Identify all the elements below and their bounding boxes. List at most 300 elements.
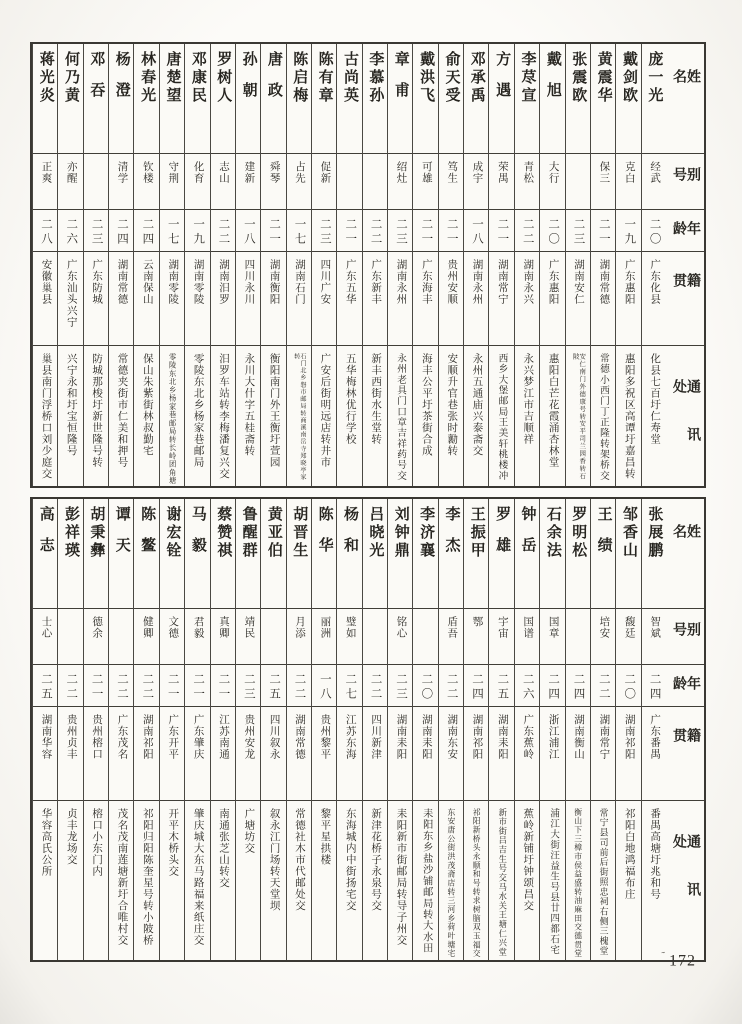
person-alias: 绍灶 [395,161,407,184]
person-age: 二二 [65,673,78,702]
person-column [311,499,336,960]
person-alias-cell [642,154,666,210]
person-alias: 真卿 [217,616,229,639]
person-name-cell [439,44,463,154]
person-column [311,44,336,486]
person-age-cell [413,210,437,252]
person-address: 耒阳东乡盐沙铺邮局转大水田 [420,808,432,954]
person-native-place-cell [160,252,184,346]
person-name-cell [185,499,209,609]
person-alias-cell [211,154,235,210]
person-column [514,499,539,960]
person-native-place: 广东汕头兴宁 [65,259,77,328]
person-name-cell [58,499,82,609]
person-name: 陈华 [316,506,333,568]
person-native-place-cell [185,707,209,801]
person-address: 南通张芝山转交 [217,808,229,889]
person-native-place-cell [185,252,209,346]
person-name-cell [109,499,133,609]
person-column [133,499,158,960]
person-alias-cell [515,154,539,210]
person-alias-cell [287,154,311,210]
person-address: 茂名茂南莲塘新圩合唯村交 [116,808,128,946]
person-alias-cell [58,609,82,665]
header-address-label: 通讯处 [671,379,700,475]
person-native-place-cell [211,707,235,801]
person-name: 李济襄 [418,506,435,560]
person-native-place-cell [109,707,133,801]
person-native-place-cell [33,707,57,801]
person-alias: 建新 [243,161,255,184]
person-name: 杨和 [342,506,358,568]
header-column-bottom [666,499,704,960]
person-address: 常德小西门丁正隆转架桥交 [597,353,609,482]
person-address: 巢县南门浮桥口刘少庭交 [40,353,52,480]
person-address-cell [84,346,108,486]
person-name-cell [515,499,539,609]
person-name: 罗树人 [215,51,232,105]
person-age-cell [287,210,311,252]
person-address: 兴宁永和圩宝恒隆号 [65,353,77,457]
person-alias: 经武 [649,161,661,184]
header-age-label: 年龄 [671,221,700,237]
person-age-cell [566,210,590,252]
person-address: 常宁县司前后街照忠祠右侧三槐堂 [598,808,609,957]
person-column [438,499,463,960]
person-alias-cell [591,154,615,210]
person-age: 二四 [547,673,560,702]
person-age-cell [33,665,57,707]
person-alias: 士心 [40,616,52,639]
person-native-place-cell [464,707,488,801]
person-address-cell [540,801,564,960]
person-name-cell [211,44,235,154]
person-native-place-cell [591,707,615,801]
person-age: 二三 [318,218,331,247]
person-name: 钟岳 [519,506,536,568]
person-age-cell [642,210,666,252]
person-address: 祁阳新桥头永顺和号转求树脑双玉福交 [472,808,482,959]
person-native-place-cell [515,707,539,801]
header-address-cell [666,346,704,486]
person-native-place: 广东番禺 [649,714,661,760]
person-alias-cell [312,609,336,665]
person-alias-cell [439,154,463,210]
person-address-cell [261,346,285,486]
person-native-place-cell [591,252,615,346]
person-name-cell [464,499,488,609]
person-native-place: 广东茂名 [116,714,128,760]
person-alias: 鄂 [471,616,483,628]
person-address-cell [261,801,285,960]
person-column [438,44,463,486]
person-native-place-cell [566,707,590,801]
person-address-cell [515,346,539,486]
person-name-cell [312,499,336,609]
person-name-cell [616,499,640,609]
person-column [488,44,513,486]
person-address: 惠阳多祝区高谭圩嘉昌转 [623,353,635,480]
person-address: 保山朱紫街林叔勤宅 [141,353,153,457]
person-column [590,499,615,960]
person-name-cell [642,499,666,609]
person-alias: 成宇 [471,161,483,184]
person-name-cell [388,44,412,154]
person-address: 黎平星拱楼 [319,808,331,866]
person-name: 李慕孙 [367,51,384,105]
person-address: 防城那梭圩新世隆号转 [91,353,103,468]
header-name-label: 姓名 [671,69,700,113]
person-alias: 促新 [319,161,331,184]
person-name-cell [413,44,437,154]
person-alias-cell [134,609,158,665]
person-alias-cell [160,609,184,665]
person-name-cell [413,499,437,609]
person-column [514,44,539,486]
person-age: 二三 [90,218,103,247]
person-column [83,499,108,960]
person-name: 吕晓光 [367,506,384,560]
person-alias: 君毅 [192,616,204,639]
person-address: 化县七百圩仁寿堂 [649,353,661,445]
person-address-cell [312,801,336,960]
person-address: 海丰公平圩茶街合成 [420,353,432,457]
person-native-place: 广东肇庆 [192,714,204,760]
person-name: 戴洪飞 [418,51,435,105]
person-age: 二二 [369,673,382,702]
person-native-place: 四川广安 [319,259,331,305]
person-name-cell [160,44,184,154]
person-age-cell [439,210,463,252]
person-address-cell [211,801,235,960]
header-age-cell [666,210,704,252]
person-address-cell [58,801,82,960]
person-address: 永州五通庙兴泰斋交 [471,353,483,457]
person-column [539,44,564,486]
person-age: 二三 [572,218,585,247]
person-column [362,44,387,486]
person-alias: 克白 [623,161,635,184]
person-native-place-cell [84,707,108,801]
header-column-top [666,44,704,486]
person-native-place: 贵州黎平 [319,714,331,760]
person-alias: 亦醒 [65,161,77,184]
person-alias-cell [489,609,513,665]
person-age-cell [287,665,311,707]
person-address-cell [236,801,260,960]
header-native-place-label: 籍贯 [671,273,700,313]
person-name: 罗雄 [494,506,511,568]
person-age: 一九 [623,218,636,247]
person-alias-cell [616,609,640,665]
person-address-cell [413,346,437,486]
person-address-cell [642,801,666,960]
person-alias: 璧如 [344,616,356,639]
person-age: 二一 [192,673,205,702]
person-native-place: 广东新丰 [370,259,382,305]
person-name: 蔡赞祺 [215,506,232,560]
person-address-cell [109,801,133,960]
person-address-cell [591,346,615,486]
person-age-cell [616,210,640,252]
person-column [235,44,260,486]
person-alias-cell [489,154,513,210]
person-address-cell [185,346,209,486]
person-name: 张震欧 [570,51,587,105]
header-age-label: 年龄 [671,676,700,692]
person-alias: 国章 [547,616,559,639]
person-alias: 德余 [91,616,103,639]
person-name: 马毅 [189,506,206,568]
person-alias: 志山 [217,161,229,184]
person-address: 永川大什字五桂斋转 [243,353,255,457]
person-age-cell [337,665,361,707]
person-column [108,499,133,960]
person-age: 二四 [572,673,585,702]
person-column [539,499,564,960]
person-name: 方遇 [494,51,511,113]
person-column [159,499,184,960]
person-age: 一七 [166,218,179,247]
person-address: 番禺高塘圩兆和号 [649,808,661,900]
person-column [83,44,108,486]
person-age: 二〇 [420,673,433,702]
person-native-place-cell [515,252,539,346]
person-native-place-cell [388,252,412,346]
person-age: 一八 [318,673,331,702]
person-name-cell [287,44,311,154]
person-age-cell [109,210,133,252]
person-address: 东海城内中街扬宅交 [344,808,356,912]
person-alias-cell [616,154,640,210]
person-age: 一八 [471,218,484,247]
person-column [57,499,82,960]
person-alias-cell [261,609,285,665]
person-age-cell [363,210,387,252]
person-native-place: 湖南汨罗 [217,259,229,305]
person-address: 衡山下三樟市侯益盛转油麻田交德贯堂 [573,808,583,959]
header-alias-label: 别号 [671,622,700,645]
person-age-cell [388,210,412,252]
person-age: 一九 [192,218,205,247]
person-address: 衡阳南门外王衡圩萱园 [268,353,280,468]
person-alias: 文德 [167,616,179,639]
person-native-place: 湖南常宁 [496,259,508,305]
person-address: 安仁南门外德康号转安平司兰园香转石陂 [571,353,586,480]
header-address-cell [666,801,704,960]
person-alias-cell [464,609,488,665]
person-alias: 铭心 [395,616,407,639]
person-address: 汨罗车站转李梅潘复兴交 [217,353,229,480]
person-alias-cell [566,154,590,210]
person-alias-cell [185,609,209,665]
person-name-cell [33,44,57,154]
person-age: 二五 [268,673,281,702]
person-native-place-cell [84,252,108,346]
person-name-cell [261,499,285,609]
person-alias: 国谱 [522,616,534,639]
person-name: 陈有章 [316,51,333,105]
person-address-cell [109,346,133,486]
person-alias-cell [109,609,133,665]
person-native-place-cell [337,252,361,346]
person-alias-cell [363,609,387,665]
person-name-cell [540,499,564,609]
person-column [463,499,488,960]
person-native-place: 湖南常德 [294,714,306,760]
person-native-place-cell [616,252,640,346]
person-age: 二一 [496,218,509,247]
person-native-place: 湖南永州 [395,259,407,305]
person-name: 杨澄 [113,51,130,113]
person-column [32,44,57,486]
person-name: 刘钟鼎 [392,506,409,560]
person-name-cell [363,44,387,154]
person-age-cell [160,665,184,707]
person-native-place: 安徽巢县 [40,259,52,305]
person-name-cell [84,44,108,154]
person-age: 二二 [369,218,382,247]
person-name-cell [540,44,564,154]
person-name-cell [109,44,133,154]
person-name-cell [33,499,57,609]
person-address-cell [185,801,209,960]
person-address-cell [287,801,311,960]
person-address-cell [566,346,590,486]
person-alias-cell [439,609,463,665]
person-native-place-cell [363,707,387,801]
person-native-place: 广东海丰 [420,259,432,305]
person-alias-cell [160,154,184,210]
person-age: 二五 [39,673,52,702]
person-age: 二一 [445,218,458,247]
person-name: 陈启梅 [291,51,308,105]
person-name: 李杰 [443,506,460,568]
person-alias: 月添 [294,616,306,639]
person-native-place-cell [489,252,513,346]
person-name: 陈鳌 [139,506,156,568]
person-age: 二一 [217,673,230,702]
person-alias-cell [337,154,361,210]
person-native-place: 湖南衡山 [572,714,584,760]
person-address-cell [413,801,437,960]
person-name: 胡晋生 [291,506,308,560]
person-age-cell [515,210,539,252]
person-age-cell [185,210,209,252]
person-age-cell [363,665,387,707]
person-column [235,499,260,960]
person-native-place-cell [439,707,463,801]
person-age-cell [160,210,184,252]
person-native-place-cell [33,252,57,346]
person-column [565,44,590,486]
person-native-place: 江苏东海 [344,714,356,760]
person-age-cell [515,665,539,707]
person-name-cell [287,499,311,609]
person-address: 常德夹街市仁美和押号 [116,353,128,468]
person-address-cell [84,801,108,960]
person-native-place-cell [413,707,437,801]
person-native-place: 贵州安顺 [446,259,458,305]
person-native-place: 湖南常宁 [598,714,610,760]
person-alias-cell [84,609,108,665]
header-age-cell [666,665,704,707]
directory-table-bottom [30,497,706,962]
person-name-cell [84,499,108,609]
person-native-place: 湖南耒阳 [420,714,432,760]
person-column [210,44,235,486]
person-column [641,499,666,960]
person-address: 开平木桥头交 [167,808,179,877]
person-native-place: 湖南零陵 [192,259,204,305]
person-age-cell [566,665,590,707]
person-age-cell [84,665,108,707]
header-name-cell [666,44,704,154]
person-name-cell [363,499,387,609]
person-address-cell [337,801,361,960]
person-age-cell [540,665,564,707]
person-alias: 钦楼 [141,161,153,184]
person-native-place: 贵州榕口 [91,714,103,760]
person-alias-cell [363,154,387,210]
person-address-cell [566,801,590,960]
person-age: 一八 [242,218,255,247]
person-name: 唐政 [265,51,282,113]
person-alias-cell [134,154,158,210]
person-name: 黄震华 [595,51,612,105]
person-native-place-cell [236,252,260,346]
person-native-place-cell [642,252,666,346]
person-name-cell [236,44,260,154]
header-native-place-cell [666,252,704,346]
person-name: 庞一光 [646,51,663,105]
person-address-cell [363,801,387,960]
person-address-cell [33,346,57,486]
person-alias-cell [540,609,564,665]
header-name-label: 姓名 [671,524,700,568]
person-age: 二八 [39,218,52,247]
person-age: 二六 [521,673,534,702]
person-native-place-cell [312,707,336,801]
person-native-place-cell [566,252,590,346]
person-column [286,499,311,960]
person-column [260,499,285,960]
person-alias-cell [109,154,133,210]
person-name: 鲁醒群 [240,506,257,560]
person-alias-cell [388,154,412,210]
person-name-cell [134,44,158,154]
person-native-place-cell [363,252,387,346]
person-native-place: 湖南常德 [116,259,128,305]
person-address-cell [616,801,640,960]
person-age-cell [84,210,108,252]
person-column [565,499,590,960]
person-address: 耒阳新市街邮局转导子州交 [395,808,407,946]
person-native-place: 湖南永兴 [522,259,534,305]
person-age: 二四 [471,673,484,702]
person-alias-cell [33,609,57,665]
person-name: 胡秉彝 [88,506,105,560]
person-native-place: 湖南祁阳 [471,714,483,760]
person-age: 二一 [268,218,281,247]
person-age-cell [109,665,133,707]
person-column [488,499,513,960]
person-age: 二〇 [547,218,560,247]
person-name-cell [261,44,285,154]
person-alias-cell [515,609,539,665]
person-name-cell [58,44,82,154]
person-name: 邓吞 [88,51,105,113]
